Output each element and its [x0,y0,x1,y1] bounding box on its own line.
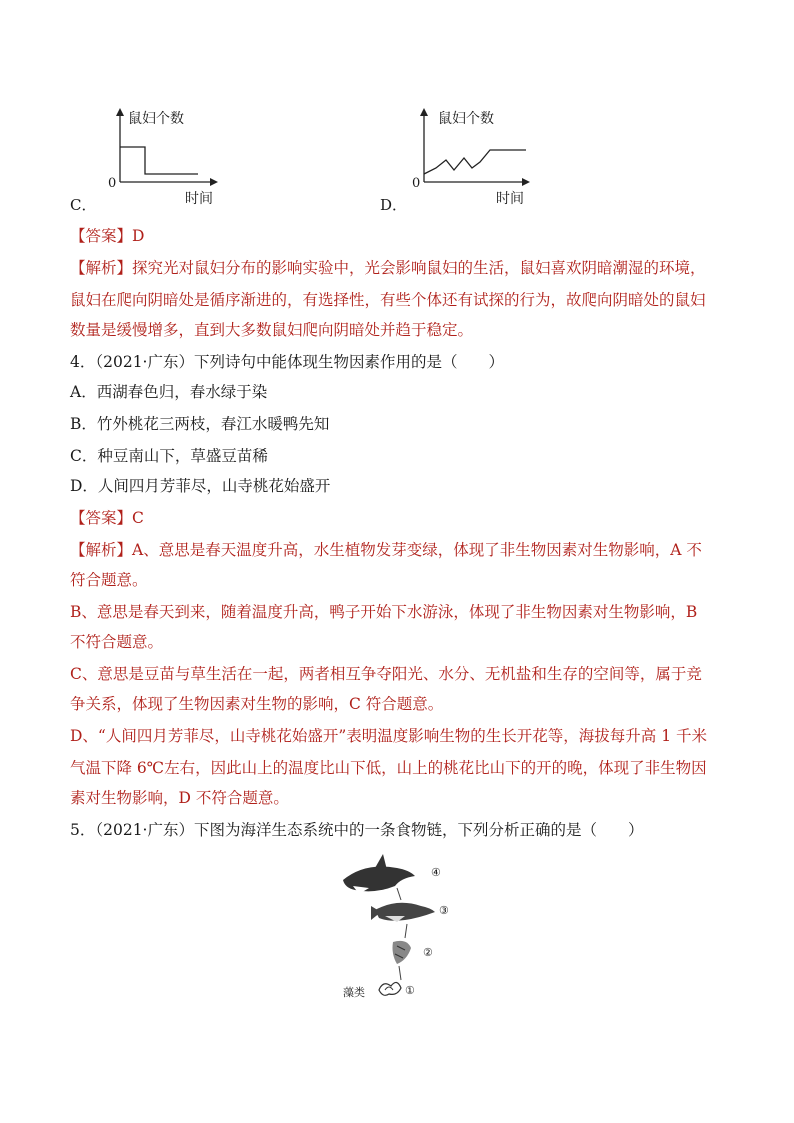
q4-analysis-line: 争关系，体现了生物因素对生物的影响，C 符合题意。 [70,695,444,713]
q4-analysis-line: D、“人间四月芳菲尽，山寺桃花始盛开”表明温度影响生物的生长开花等，海拔每升高 1 千米 [70,727,707,745]
q3-analysis-line: 鼠妇在爬向阴暗处是循序渐进的，有选择性，有些个体还有试探的行为，故爬向阴暗处的鼠妇 [70,291,706,309]
mark-4: ④ [431,866,441,879]
shark-icon [343,854,415,894]
graph-c-xlabel: 时间 [185,191,213,207]
q4-analysis-line: 气温下降 6℃左右，因此山上的温度比山下低，山上的桃花比山下的开的晚，体现了非生物因 [70,759,707,777]
food-chain-figure [335,850,461,1000]
mark-2: ② [423,946,433,959]
q4-analysis-line: 素对生物影响，D 不符合题意。 [70,789,289,807]
q4-option-a: A．西湖春色归，春水绿于染 [70,383,268,401]
q3-answer: 【答案】D [70,227,145,245]
q4-option-b: B．竹外桃花三两枝，春江水暖鸭先知 [70,415,330,433]
graph-d-ylabel: 鼠妇个数 [438,111,494,127]
q4-stem: 4．（2021·广东）下列诗句中能体现生物因素作用的是（ ） [70,353,504,371]
q4-analysis-line: 不符合题意。 [70,633,164,651]
q3-analysis-line: 数量是缓慢增多，直到大多数鼠妇爬向阴暗处并趋于稳定。 [70,321,474,339]
algae-icon [379,982,401,995]
mark-3: ③ [439,904,449,917]
q4-analysis-line: 【解析】A、意思是春天温度升高，水生植物发芽变绿，体现了非生物因素对生物影响，A 不 [70,541,702,559]
option-d-graph [380,104,540,212]
q4-analysis-line: B、意思是春天到来，随着温度升高，鸭子开始下水游泳，体现了非生物因素对生物影响，B [70,603,698,621]
option-d-letter: D． [380,196,408,214]
food-chain-svg [335,850,461,1000]
q3-analysis-line: 【解析】探究光对鼠妇分布的影响实验中，光会影响鼠妇的生活，鼠妇喜欢阴暗潮湿的环境， [70,259,706,277]
graph-d-origin: 0 [412,176,421,191]
mark-1: ① [405,984,415,997]
q4-analysis-line: C、意思是豆苗与草生活在一起，两者相互争夺阳光、水分、无机盐和生存的空间等，属于竞 [70,665,702,683]
fish-icon [371,903,435,922]
q4-answer: 【答案】C [70,509,144,527]
algae-label: 藻类 [343,986,365,999]
option-c-letter: C． [70,196,97,214]
option-c-graph [70,104,230,212]
q5-stem: 5．（2021·广东）下图为海洋生态系统中的一条食物链，下列分析正确的是（ ） [70,821,644,839]
q4-option-d: D．人间四月芳菲尽，山寺桃花始盛开 [70,477,331,495]
shrimp-icon [393,941,412,964]
q4-option-c: C．种豆南山下，草盛豆苗稀 [70,447,268,465]
graph-c-origin: 0 [108,176,117,191]
graph-d-xlabel: 时间 [496,191,524,207]
graph-c-ylabel: 鼠妇个数 [128,111,184,127]
q4-analysis-line: 符合题意。 [70,571,148,589]
